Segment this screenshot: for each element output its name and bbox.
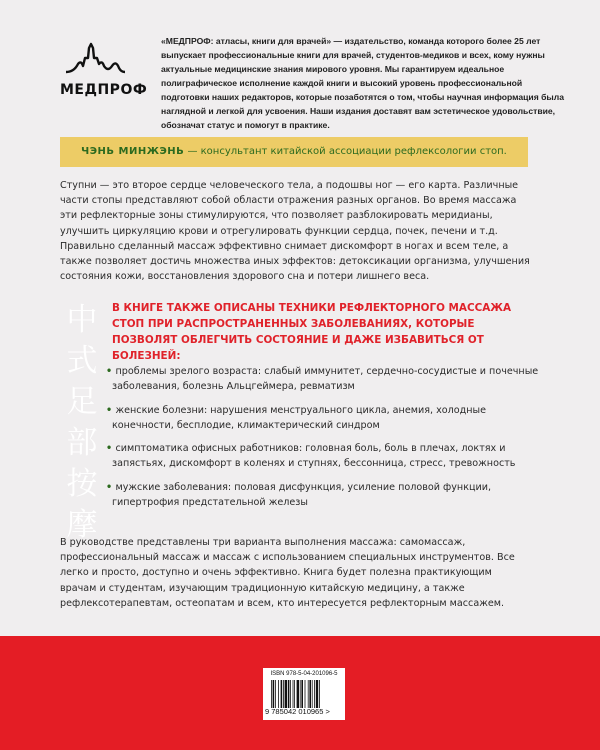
publisher-about: «МЕДПРОФ: атласы, книги для врачей» — издательство, команда которого более 25 лет выпускает профессиональные книги для врачей, студентов-медиков и всех, кому нужны актуальные медицинские знания мирового уровня. Мы гарантируем идеальное полиграфическое исполнение каждой книги и высокий уровень профессиональной подготовки наших редакторов, которые позаботятся о том, чтобы научная информация была наглядной и легкой для усвоения. Наши издания доставят вам эстетическое удовольствие, обозначат статус и помогут в практике. — [161, 36, 564, 130]
skyline-icon — [64, 38, 126, 78]
intro-paragraph: Ступни — это второе сердце человеческого тела, а подошвы ног — его карта. Различные части стопы представляют собой области отражения разных органов. Во время массажа эти рефлекторные зоны стимулируются, что позволяет разблокировать меридианы, улучшить циркуляцию крови и отрегулировать функции сердца, почек, печени и т.д. Правильно сделанный массаж эффективно снимает дискомфорт в ногах и всем теле, а также позволяет достичь множества иных эффектов: детоксикации организма, улучшения состояния кожи, восстановления здорового сна и потери лишнего веса. — [60, 180, 530, 283]
barcode-bar — [308, 680, 309, 708]
bullet-icon: • — [106, 366, 116, 377]
list-item — [106, 403, 546, 433]
barcode-bar — [309, 680, 311, 708]
barcode-digits: 9 785042 010965 > — [265, 707, 330, 716]
barcode-bar — [275, 680, 276, 708]
list-item-text: симптоматика офисных работников: головная боль, боль в плечах, локтях и запястьях, дискомфорт в коленях и ступнях, бессонница, стресс, тревожность — [112, 443, 516, 469]
barcode-bar — [285, 680, 287, 708]
bullet-icon: • — [106, 481, 116, 493]
list-item — [106, 480, 546, 510]
barcode-bar — [281, 680, 283, 708]
bullet-icon: • — [106, 404, 116, 416]
publisher-logo — [60, 38, 148, 98]
outro-paragraph: В руководстве представлены три варианта выполнения массажа: самомассаж, профессиональный массаж и массаж с использованием специальных инструментов. Все легко и просто, доступно и очень эффективно. Книга будет полезна практикующим врачам и студентам, изучающим традиционную китайскую медицину, а также рефлексотерапевтам, остеопатам и всем, кто интересуется рефлекторным массажем. — [60, 537, 515, 609]
barcode-bar — [301, 680, 303, 708]
barcode-bar — [316, 680, 318, 708]
section-heading: В КНИГЕ ТАКЖЕ ОПИСАНЫ ТЕХНИКИ РЕФЛЕКТОРНОГО МАССАЖА СТОП ПРИ РАСПРОСТРАНЕННЫХ ЗАБОЛЕВАНИЯХ, КОТОРЫЕ ПОЗВОЛЯТ ОБЛЕГЧИТЬ СОСТОЯНИЕ И ДАЖЕ ИЗБАВИТЬСЯ ОТ БОЛЕЗНЕЙ: — [112, 302, 511, 362]
barcode-bar — [278, 680, 279, 708]
chinese-title: 中式足部按摩 — [66, 302, 98, 543]
author-description: — консультант китайской ассоциации рефлексологии стоп. — [184, 146, 507, 157]
isbn-barcode — [263, 668, 345, 720]
list-item-text: женские болезни: нарушения менструального цикла, анемия, холодные конечности, бесплодие, климактерический синдром — [112, 404, 487, 431]
barcode-bar — [319, 680, 320, 708]
barcode-bar — [288, 680, 290, 708]
list-item — [106, 364, 546, 394]
logo-text: МЕДПРОФ — [60, 82, 148, 98]
barcode-bar — [305, 680, 306, 708]
conditions-list — [106, 364, 546, 518]
list-item-text: проблемы зрелого возраста: слабый иммунитет, сердечно-сосудистые и почечные заболевания, болезнь Альцгеймера, ревматизм — [112, 366, 539, 392]
barcode-bar — [300, 680, 301, 708]
list-item — [106, 441, 546, 471]
barcode-bar — [271, 680, 272, 708]
barcode-bar — [297, 680, 299, 708]
author-name: ЧЭНЬ МИНЖЭНЬ — [81, 146, 185, 157]
barcode-bar — [283, 680, 284, 708]
bullet-icon: • — [106, 443, 116, 454]
list-item-text: мужские заболевания: половая дисфункция, усиление половой функции, гипертрофия предстательной железы — [112, 481, 492, 508]
barcode-bar — [290, 680, 291, 708]
author-band — [60, 137, 528, 167]
barcode-bar — [293, 680, 294, 708]
isbn-text: ISBN 978-5-04-201096-5 — [270, 671, 338, 677]
barcode-bar — [273, 680, 275, 708]
barcode-bar — [312, 680, 313, 708]
barcode-bars — [271, 680, 337, 708]
barcode-bar — [294, 680, 295, 708]
barcode-bar — [314, 680, 315, 708]
